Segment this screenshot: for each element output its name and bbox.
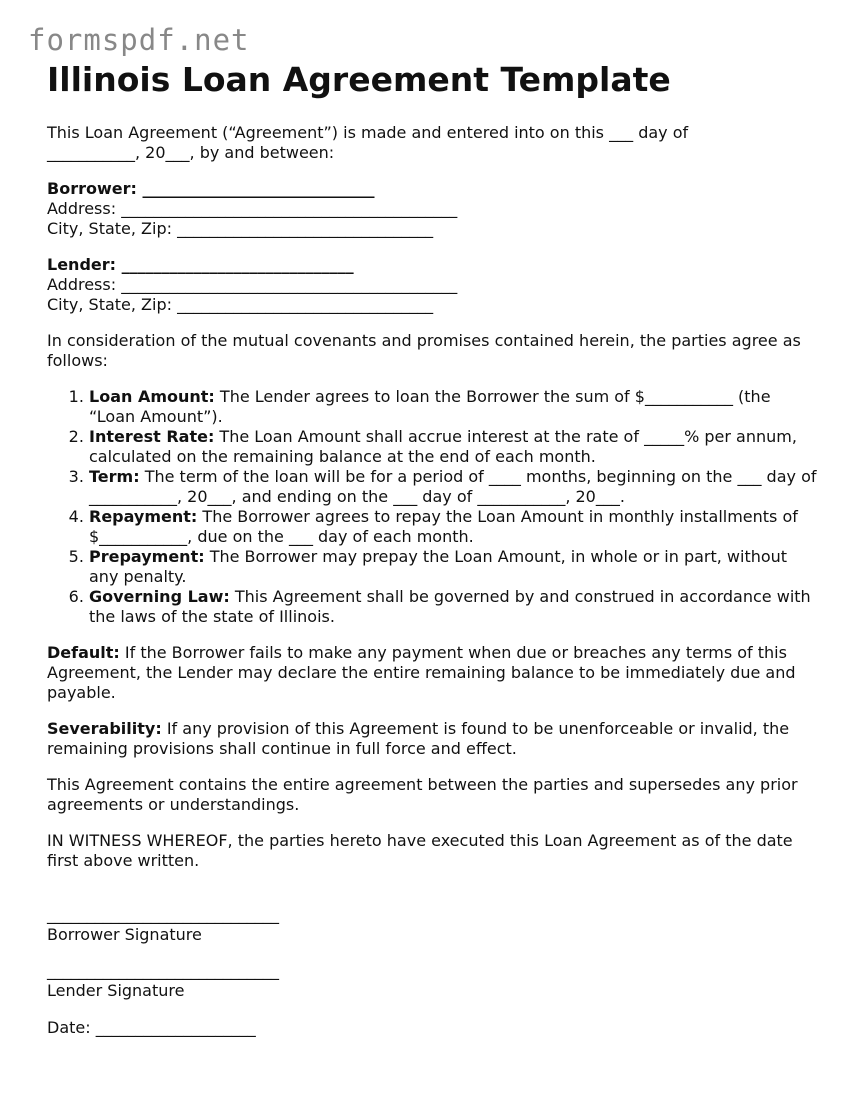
signature-section xyxy=(47,887,817,1038)
severability-text: If any provision of this Agreement is found to be unenforceable or invalid, the remaining provisions shall continue in full force and effect. xyxy=(47,719,790,758)
intro-paragraph xyxy=(47,123,817,163)
term-governing-law xyxy=(89,587,817,627)
default-paragraph xyxy=(47,643,817,703)
term-label: Repayment: xyxy=(89,507,198,526)
borrower-signature-label: Borrower Signature xyxy=(47,925,202,944)
term-loan-amount xyxy=(89,387,817,427)
term-label: Interest Rate: xyxy=(89,427,215,446)
lender-address-line: Address: __________________________________________ xyxy=(47,275,458,294)
terms-list xyxy=(47,387,817,627)
term-label: Governing Law: xyxy=(89,587,230,606)
borrower-block xyxy=(47,179,817,239)
borrower-city-line: City, State, Zip: ________________________________ xyxy=(47,219,434,238)
term-repayment xyxy=(89,507,817,547)
term-interest-rate xyxy=(89,427,817,467)
lender-name-line xyxy=(47,255,817,275)
lender-signature-line: _____________________________ xyxy=(47,961,279,980)
term-text: This Agreement shall be governed by and construed in accordance with the laws of the state of Illinois. xyxy=(89,587,811,626)
lender-name-blank: _____________________________ xyxy=(116,255,354,274)
intro-line-2: ___________, 20___, by and between: xyxy=(47,143,335,162)
term-text: The Borrower agrees to repay the Loan Amount in monthly installments of $___________, due on the ___ day of each month. xyxy=(89,507,798,546)
borrower-name-blank: _____________________________ xyxy=(136,179,375,198)
term-label: Term: xyxy=(89,467,140,486)
watermark-logo: formspdf.net xyxy=(28,23,250,57)
term-term xyxy=(89,467,817,507)
term-label: Prepayment: xyxy=(89,547,205,566)
entire-agreement-paragraph: This Agreement contains the entire agreement between the parties and supersedes any prior agreements or understandings. xyxy=(47,775,798,814)
lender-block xyxy=(47,255,817,315)
lender-city-line: City, State, Zip: ________________________________ xyxy=(47,295,434,314)
default-label: Default: xyxy=(47,643,120,662)
borrower-address-line: Address: __________________________________________ xyxy=(47,199,458,218)
term-label: Loan Amount: xyxy=(89,387,215,406)
borrower-name-line xyxy=(47,179,817,199)
severability-label: Severability: xyxy=(47,719,162,738)
date-line: Date: ____________________ xyxy=(47,1018,256,1037)
term-prepayment xyxy=(89,547,817,587)
consideration-paragraph: In consideration of the mutual covenants and promises contained herein, the parties agree as follows: xyxy=(47,331,801,370)
term-text: The Loan Amount shall accrue interest at the rate of _____% per annum, calculated on the remaining balance at the end of each month. xyxy=(89,427,797,466)
term-text: The Lender agrees to loan the Borrower the sum of $___________ (the “Loan Amount”). xyxy=(89,387,771,426)
intro-line-1: This Loan Agreement (“Agreement”) is made and entered into on this ___ day of xyxy=(47,123,689,142)
term-text: The Borrower may prepay the Loan Amount, in whole or in part, without any penalty. xyxy=(89,547,788,586)
term-text: The term of the loan will be for a period of ____ months, beginning on the ___ day of ___________, 20___, and ending on the ___ day of ___________, 20___. xyxy=(89,467,817,506)
document-title: Illinois Loan Agreement Template xyxy=(47,60,671,99)
lender-signature-label: Lender Signature xyxy=(47,981,185,1000)
severability-paragraph xyxy=(47,719,817,759)
witness-paragraph: IN WITNESS WHEREOF, the parties hereto have executed this Loan Agreement as of the date first above written. xyxy=(47,831,793,870)
borrower-signature-line: _____________________________ xyxy=(47,905,279,924)
document-body xyxy=(47,123,817,1038)
lender-label: Lender: xyxy=(47,255,117,274)
borrower-label: Borrower: xyxy=(47,179,137,198)
default-text: If the Borrower fails to make any payment when due or breaches any terms of this Agreement, the Lender may declare the entire remaining balance to be immediately due and payable. xyxy=(47,643,796,702)
